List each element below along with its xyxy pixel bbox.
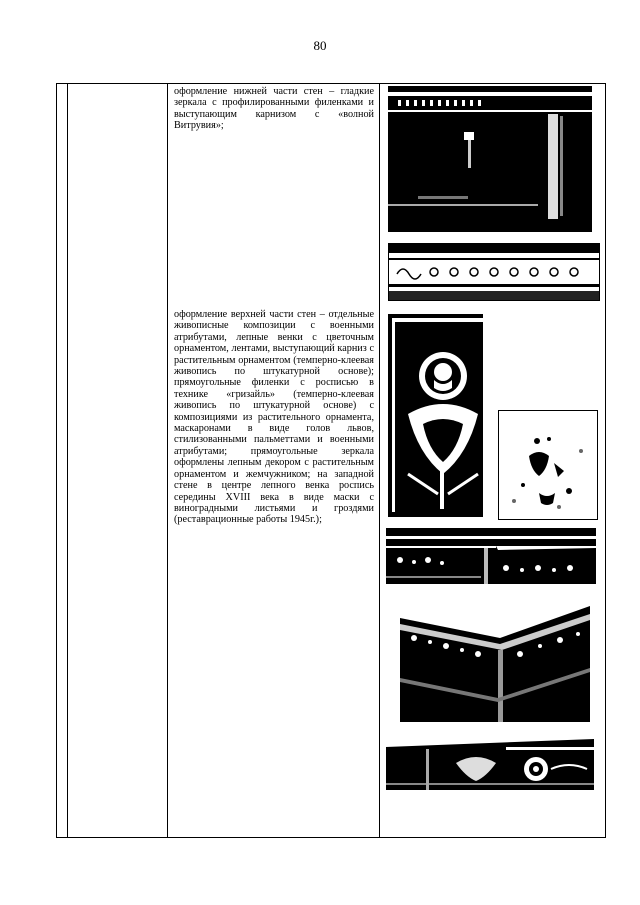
photo-ceiling-corner-cornice: [400, 598, 590, 722]
photo-vitruvian-wave-cornice: [388, 243, 600, 301]
page-number: 80: [313, 38, 327, 53]
lower-wall-description: оформление нижней части стен – гладкие зеркала с профилированными филенками и выступающим карнизом с «волной Витрувия»;: [174, 86, 374, 132]
table-border-right: [605, 83, 606, 838]
photo-grisaille-mask-detail: [498, 410, 598, 520]
table-top-border: [56, 83, 606, 84]
photo-lower-wall-panel: [388, 86, 592, 232]
table-bottom-border: [56, 837, 606, 838]
upper-wall-description: оформление верхней части стен – отдельные живописные композиции с военными атрибутами, лепные венки с цветочным орнаментом, лентами, выступающий карниз с растительным орнаментом (темперно-клеевая живопись по штукатурной основе); прямоугольные филенки с росписью в технике «гризайль» (темперно-клеевая живопись по штукатурной основе) с композициями из растительного орнамента, маскаронами в виде голов львов, стилизованными пальметтами и военными атрибутами; прямоугольные зеркала оформлены лепным декором с растительным орнаментом и жемчужником; на западной стене в центре лепного венка роспись середины XVIII века в виде маски с виноградными листьями и гроздями (реставрационные работы 1945г.);: [174, 309, 374, 526]
photo-ornamental-frieze: [386, 528, 596, 584]
column-divider-2: [167, 83, 168, 838]
column-divider-1: [67, 83, 68, 838]
column-divider-3: [379, 83, 380, 838]
photo-painted-panel-rosette: [386, 733, 594, 790]
photo-military-attributes-composition: [388, 314, 494, 517]
table-border-left: [56, 83, 57, 838]
